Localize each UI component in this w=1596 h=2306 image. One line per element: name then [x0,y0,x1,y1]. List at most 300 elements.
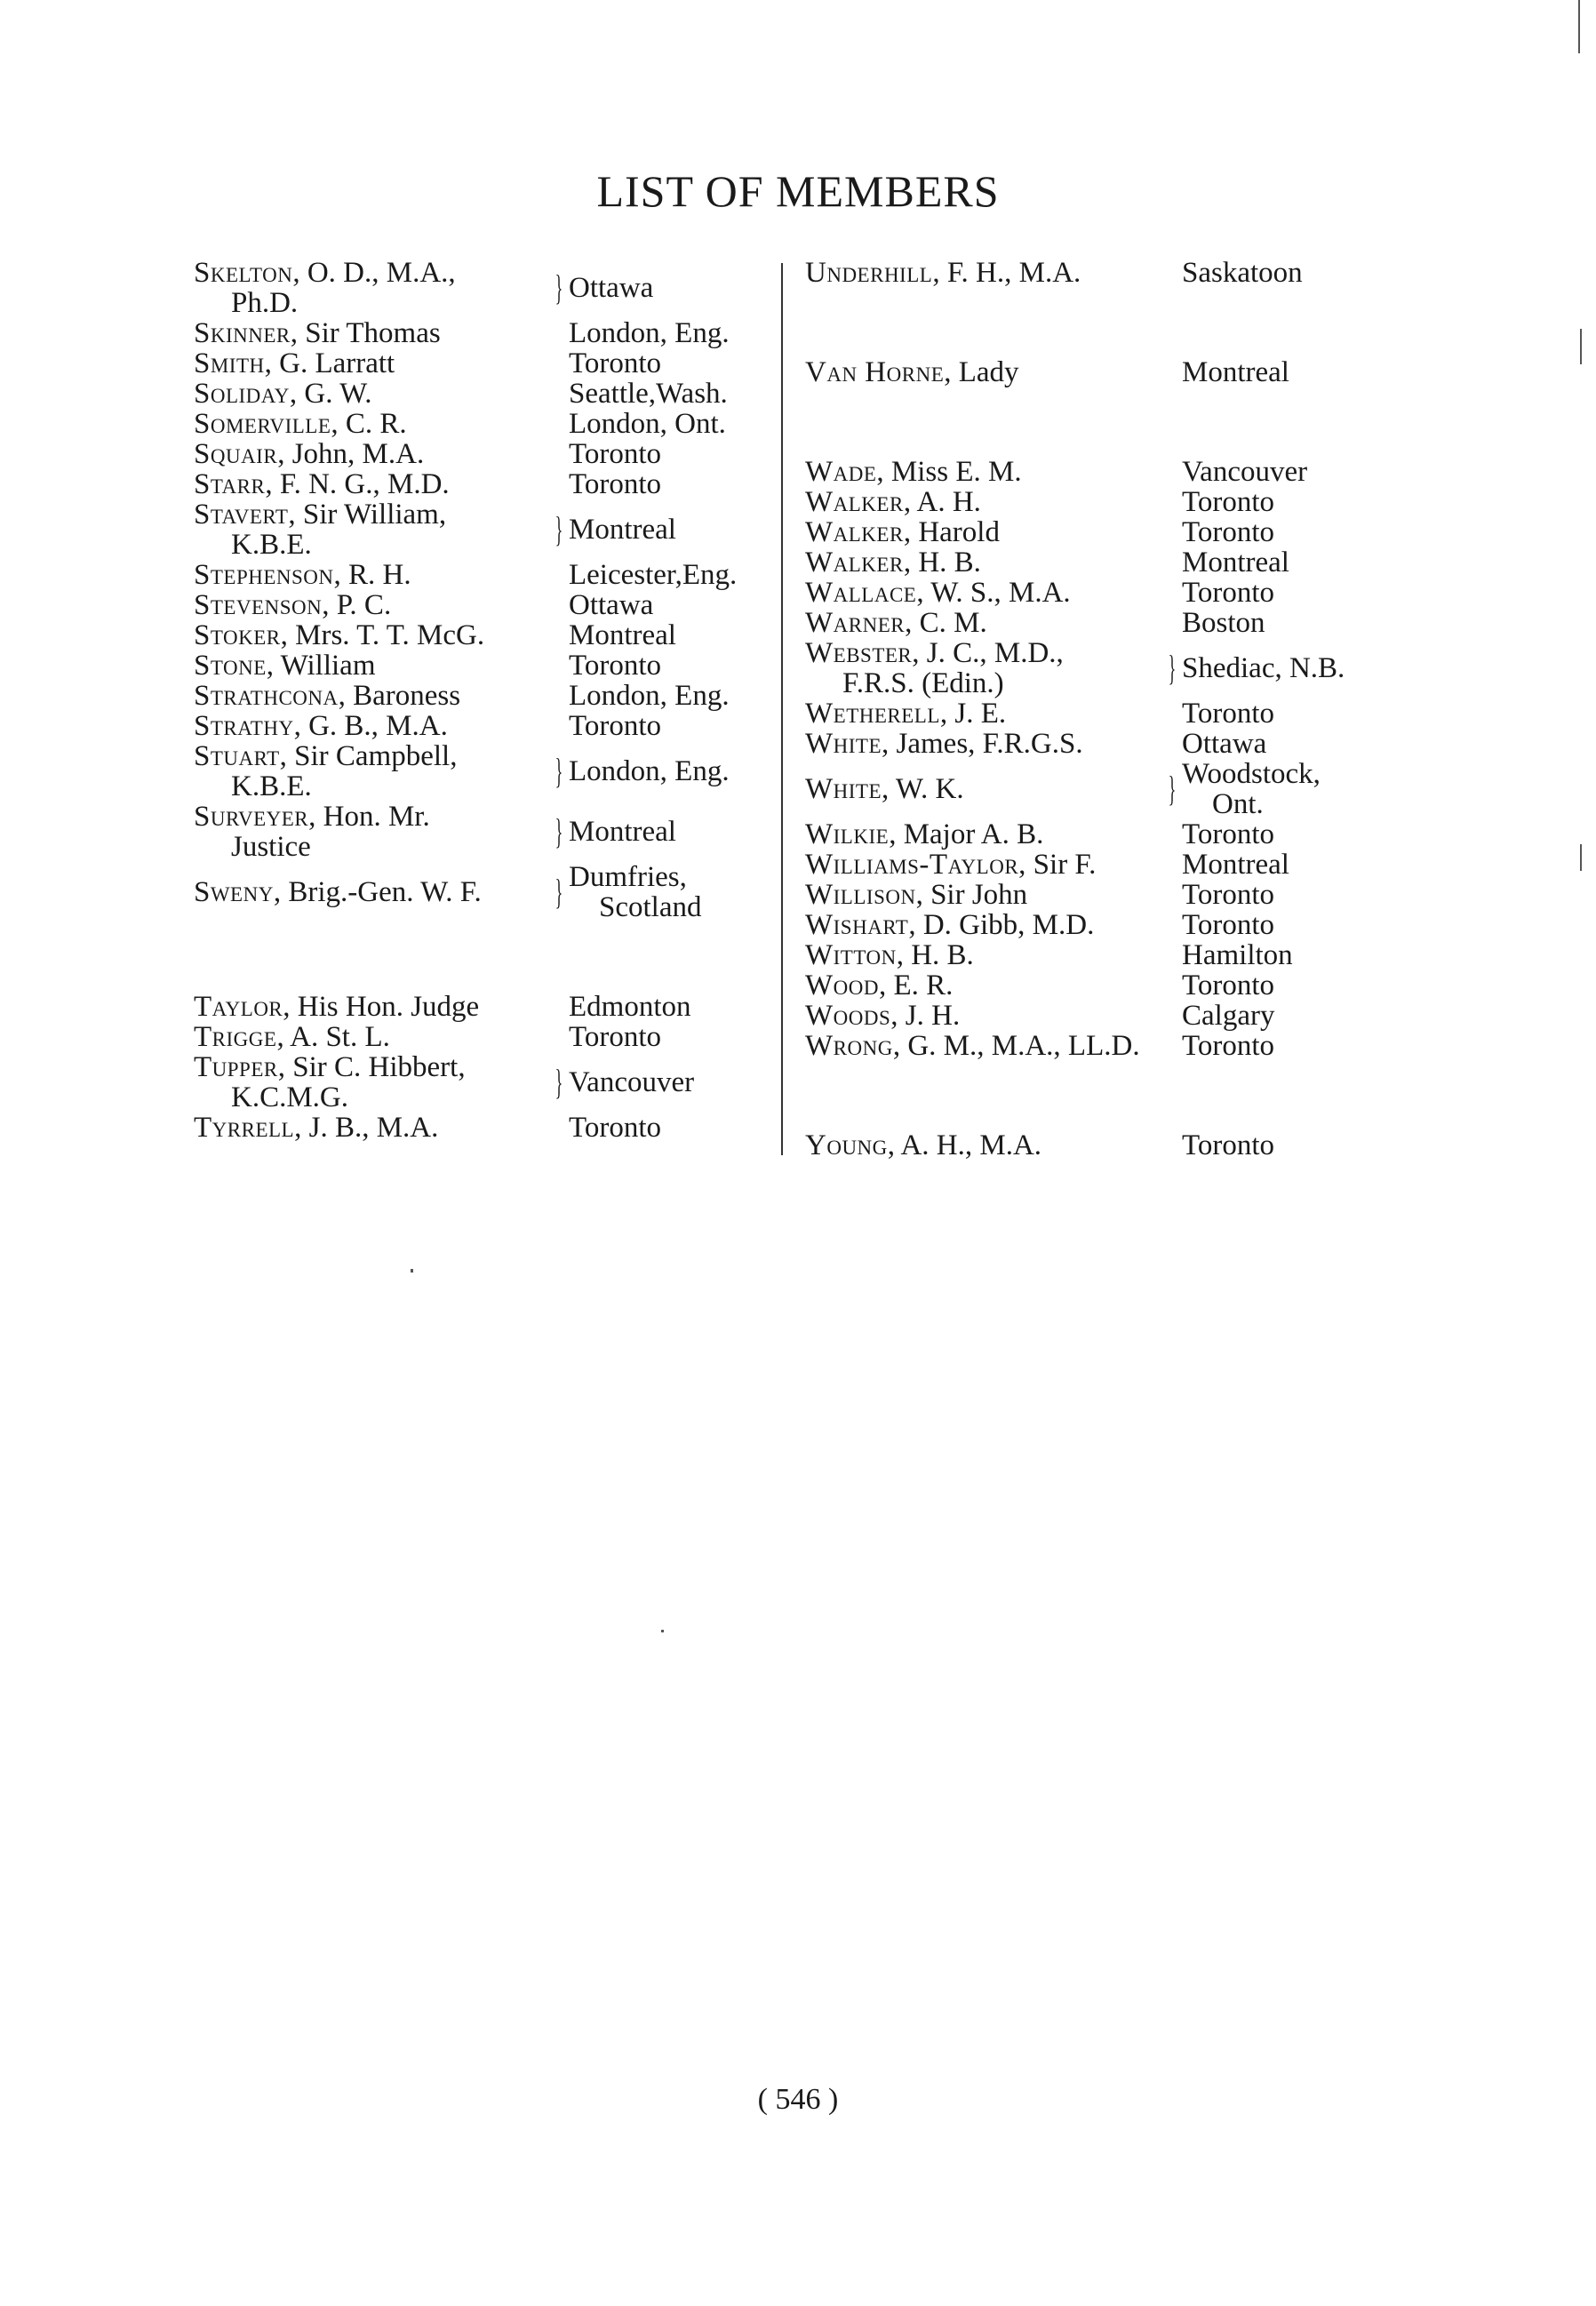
member-surname: Underhill [805,257,933,289]
member-name-line [194,589,391,621]
member-entry [194,499,778,560]
member-name [194,802,549,862]
member-name [194,409,549,439]
member-surname: Stuart [194,740,280,772]
member-location-line: Dumfries, [569,861,687,893]
brace-mark: } [1168,648,1177,688]
member-location-line: Toronto [569,650,662,682]
member-given-names: , C. M. [905,607,987,639]
member-name [805,517,1162,547]
member-location-line: Toronto [569,1112,662,1144]
member-entry [194,650,778,681]
member-surname: Stavert [194,499,289,531]
member-location [1182,698,1274,729]
member-surname: Stoker [194,619,281,651]
member-name-line [194,317,441,349]
member-entry [194,1113,778,1143]
member-name [805,698,1162,729]
member-surname: Warner [805,607,906,639]
ink-speck [1580,844,1582,871]
member-name-line [194,1021,390,1053]
member-name [194,650,549,681]
member-entry [194,992,778,1022]
member-given-names: , J. C., M.D., [912,637,1064,669]
member-location [1182,759,1321,819]
member-given-names: , Brig.-Gen. W. F. [273,876,482,908]
member-surname: Woods [805,1000,891,1032]
member-name-line [194,801,430,833]
member-entry [805,698,1409,729]
member-location-line: Vancouver [569,1066,695,1098]
member-name [805,608,1162,638]
member-location [1182,1130,1274,1161]
member-surname: White [805,773,882,805]
member-entry [805,910,1409,940]
section-gap [805,1061,1409,1130]
member-name-line [194,408,407,440]
member-name [194,379,549,409]
member-entry [805,850,1409,880]
member-entry [194,379,778,409]
member-location-line: London, Eng. [569,680,730,712]
member-given-names: , Sir Campbell, [279,740,458,772]
member-location-line: Toronto [1182,879,1275,911]
member-name [805,258,1162,288]
member-location-line: Vancouver [1182,456,1308,488]
member-location [569,318,730,348]
member-location-line: Seattle,Wash. [569,378,728,410]
member-name [194,348,549,379]
member-name [194,318,549,348]
member-name [805,638,1162,698]
member-given-names: , Miss E. M. [876,456,1022,488]
member-given-names: , A. H. [903,486,981,518]
member-name-line [194,1112,438,1144]
member-location-line: Toronto [1182,818,1275,850]
member-surname: Wallace [805,577,917,609]
member-location-line: Shediac, N.B. [1182,652,1345,684]
member-name [805,910,1162,940]
member-entry [194,258,778,318]
member-surname: Tupper [194,1051,278,1083]
member-name [194,590,549,620]
member-given-names: , Sir C. Hibbert, [277,1051,466,1083]
member-given-names: , J. E. [939,698,1007,730]
member-location [1182,850,1289,880]
member-surname: Willison [805,879,916,911]
member-name [805,1130,1162,1161]
member-location-line: London, Eng. [569,755,730,787]
member-location-line: Saskatoon [1182,257,1303,289]
member-entry [194,348,778,379]
member-location [569,992,691,1022]
member-surname: Wetherell [805,698,940,730]
member-name-line [805,257,1081,289]
member-location [569,560,737,590]
member-surname: Skinner [194,317,291,349]
member-location [1182,819,1274,850]
member-name-line [194,740,457,772]
brace-mark: } [555,267,563,307]
member-entry [194,1052,778,1113]
member-entry [805,608,1409,638]
member-location [569,1067,694,1097]
member-name-line [194,378,372,410]
member-location [569,650,661,681]
member-given-names: , A. St. L. [276,1021,390,1053]
member-given-names: , H. B. [903,547,981,578]
ink-speck [661,1630,664,1632]
member-name [194,741,549,802]
member-surname: Witton [805,939,897,971]
member-given-names: , Sir Thomas [290,317,441,349]
member-given-names: , His Hon. Judge [283,991,480,1023]
member-name-line [805,969,953,1001]
member-location-line: Montreal [1182,547,1289,578]
member-surname: Skelton [194,257,293,289]
member-entry [805,258,1409,288]
member-surname: Young [805,1129,888,1161]
member-given-names: , W. S., M.A. [916,577,1071,609]
member-given-names: , A. H., M.A. [887,1129,1042,1161]
member-entry [805,578,1409,608]
member-given-names: , Sir John [915,879,1028,911]
member-name-continuation: K.C.M.G. [231,1081,349,1113]
member-location [569,756,730,786]
member-surname: Taylor [194,991,283,1023]
member-name-line [194,468,450,500]
member-name [194,992,549,1022]
page-title: LIST OF MEMBERS [596,166,1000,216]
member-surname: Stevenson [194,589,323,621]
member-entry [194,862,778,922]
member-given-names: , John, M.A. [277,438,425,470]
member-name-line [805,456,1022,488]
member-name-continuation: K.B.E. [231,529,312,561]
member-location [569,273,653,303]
member-location [1182,547,1289,578]
member-location [1182,1031,1274,1061]
member-location [1182,258,1303,288]
member-entry [194,802,778,862]
member-name [805,774,1162,804]
member-location [1182,1001,1274,1031]
member-location [569,515,676,545]
member-given-names: , R. H. [333,559,411,591]
member-location-line: Ottawa [569,589,654,621]
member-surname: Wood [805,969,879,1001]
member-location [569,620,676,650]
member-location-line: Calgary [1182,1000,1275,1032]
brace-mark: } [555,751,563,791]
member-location [1182,970,1274,1001]
member-given-names: , E. R. [878,969,954,1001]
member-entry [805,1130,1409,1161]
member-location [569,409,726,439]
member-name-continuation: F.R.S. (Edin.) [842,667,1004,699]
member-surname: Squair [194,438,278,470]
member-name [194,877,549,907]
member-name [805,970,1162,1001]
member-given-names: , G. M., M.A., LL.D. [892,1030,1140,1062]
member-name [805,547,1162,578]
member-entry [194,469,778,499]
member-location-line: Montreal [569,514,676,546]
brace-mark: } [555,811,563,851]
member-name [805,578,1162,608]
member-name [194,499,549,560]
member-given-names: , Sir F. [1018,849,1097,881]
member-location [569,681,730,711]
member-surname: Strathcona [194,680,339,712]
member-name [194,711,549,741]
section-gap [805,387,1409,457]
member-location [1182,487,1274,517]
member-entry [194,681,778,711]
member-entry [194,711,778,741]
member-name [194,1113,549,1143]
member-name-line [194,347,395,379]
member-name-line [805,728,1083,760]
member-entry [194,439,778,469]
member-location-line: Toronto [569,710,662,742]
member-entry [194,590,778,620]
member-name-continuation: K.B.E. [231,770,312,802]
member-name [805,940,1162,970]
member-name [194,1052,549,1113]
member-given-names: , Hon. Mr. [308,801,430,833]
brace-mark: } [555,509,563,549]
member-surname: Walker [805,486,904,518]
member-location-line: Toronto [1182,516,1275,548]
member-name [194,681,549,711]
member-location-line: Montreal [569,816,676,848]
member-location-line: Ottawa [1182,728,1267,760]
member-surname: Wishart [805,909,909,941]
member-entry [805,357,1409,387]
member-location [1182,457,1307,487]
member-given-names: , William [266,650,376,682]
member-name-line [194,257,456,289]
brace-mark: } [1168,769,1177,809]
member-name-line [194,559,411,591]
ink-speck [411,1269,413,1273]
member-name-line [194,991,479,1023]
member-location-line: Toronto [1182,969,1275,1001]
member-given-names: , F. N. G., M.D. [265,468,450,500]
member-location [1182,880,1274,910]
column-divider [781,263,783,1155]
member-location-line: Boston [1182,607,1265,639]
member-location-continuation: Ont. [1212,788,1264,820]
member-name-line [194,680,460,712]
member-location [569,469,661,499]
member-name [194,439,549,469]
member-name-line [194,876,482,908]
member-name-line [805,577,1071,609]
member-location [569,817,676,847]
member-location-line: London, Eng. [569,317,730,349]
member-location-line: Toronto [1182,698,1275,730]
member-location [1182,729,1266,759]
member-given-names: , O. D., M.A., [292,257,456,289]
member-given-names: , Lady [944,356,1019,388]
member-surname: Stephenson [194,559,334,591]
member-location-line: Montreal [569,619,676,651]
member-name-line [194,499,446,531]
member-given-names: , J. B., M.A. [294,1112,439,1144]
member-location [569,862,701,922]
member-entry [805,1031,1409,1061]
member-name [805,729,1162,759]
member-name-line [805,547,981,578]
member-location-line: Toronto [1182,1030,1275,1062]
member-given-names: , G. B., M.A. [293,710,448,742]
member-location-line: Toronto [569,468,662,500]
member-location-line: Montreal [1182,356,1289,388]
ink-speck [1578,0,1580,53]
member-location-line: Leicester,Eng. [569,559,738,591]
member-name [805,487,1162,517]
member-name-line [805,909,1094,941]
member-given-names: , J. H. [890,1000,961,1032]
brace-mark: } [555,1062,563,1102]
member-location-continuation: Scotland [599,891,702,923]
member-given-names: , G. W. [289,378,372,410]
member-name-continuation: Justice [231,831,311,863]
member-surname: Strathy [194,710,294,742]
member-name-line [805,486,981,518]
member-given-names: , Baroness [338,680,461,712]
member-location-line: Toronto [1182,486,1275,518]
member-name-line [805,939,974,971]
member-entry [194,409,778,439]
member-entry [805,457,1409,487]
member-name [194,1022,549,1052]
member-name [805,1031,1162,1061]
brace-mark: } [555,872,563,912]
member-surname: Walker [805,516,904,548]
member-surname: Surveyer [194,801,309,833]
member-location-line: Montreal [1182,849,1289,881]
member-location-line: Toronto [569,438,662,470]
member-name [805,357,1162,387]
member-entry [194,318,778,348]
member-given-names: , W. K. [882,773,964,805]
member-surname: Van Horne [805,356,945,388]
member-entry [805,638,1409,698]
member-name [805,457,1162,487]
member-entry [805,970,1409,1001]
member-entry [194,1022,778,1052]
member-entry [805,880,1409,910]
member-name-line [805,849,1096,881]
member-location [569,590,653,620]
member-location [1182,653,1345,683]
member-name [805,880,1162,910]
page-number: ( 546 ) [757,2083,839,2116]
member-given-names: , Mrs. T. T. McG. [280,619,485,651]
member-location [1182,940,1293,970]
member-location-line: Edmonton [569,991,691,1023]
member-surname: White [805,728,882,760]
member-name-continuation: Ph.D. [231,287,299,319]
member-name-line [194,619,484,651]
member-location [569,379,728,409]
member-location [1182,578,1274,608]
member-entry [805,517,1409,547]
member-name [194,620,549,650]
ink-speck [1580,329,1582,364]
member-location-line: Toronto [1182,909,1275,941]
member-surname: Wrong [805,1030,893,1062]
member-location-line: Toronto [569,347,662,379]
member-surname: Walker [805,547,904,578]
member-location-line: Hamilton [1182,939,1293,971]
member-given-names: , G. Larratt [264,347,395,379]
member-surname: Soliday [194,378,290,410]
member-name-line [194,1051,466,1083]
member-entry [194,620,778,650]
member-location [569,711,661,741]
member-name-line [805,356,1019,388]
member-name-line [805,637,1064,669]
member-name [194,258,549,318]
member-location [569,348,661,379]
member-entry [194,560,778,590]
member-name-line [805,607,987,639]
member-location-line: Toronto [1182,577,1275,609]
member-entry [805,547,1409,578]
member-given-names: , Major A. B. [889,818,1044,850]
section-gap [194,922,778,992]
member-location [569,1022,661,1052]
member-name-line [805,698,1006,730]
member-name-line [805,773,964,805]
member-surname: Tyrrell [194,1112,295,1144]
members-column-right [805,258,1409,1161]
member-name [194,469,549,499]
member-location [1182,357,1289,387]
member-entry [805,759,1409,819]
member-name [805,1001,1162,1031]
member-surname: Williams-Taylor [805,849,1019,881]
member-name [805,850,1162,880]
member-surname: Webster [805,637,913,669]
member-given-names: , D. Gibb, M.D. [908,909,1095,941]
member-given-names: , F. H., M.A. [932,257,1081,289]
member-name-line [805,516,1000,548]
member-entry [194,741,778,802]
member-entry [805,819,1409,850]
member-given-names: , Harold [903,516,1000,548]
member-name-line [805,1000,960,1032]
members-column-left [194,258,778,1143]
member-location-line: Ottawa [569,272,654,304]
member-surname: Somerville [194,408,331,440]
member-name-line [805,1129,1041,1161]
member-location-line: Toronto [1182,1129,1275,1161]
member-location [1182,608,1265,638]
member-surname: Wilkie [805,818,890,850]
member-name [194,560,549,590]
member-surname: Wade [805,456,877,488]
member-given-names: , C. R. [331,408,407,440]
member-name-line [194,438,424,470]
member-entry [805,729,1409,759]
member-location [569,1113,661,1143]
section-gap [805,288,1409,357]
